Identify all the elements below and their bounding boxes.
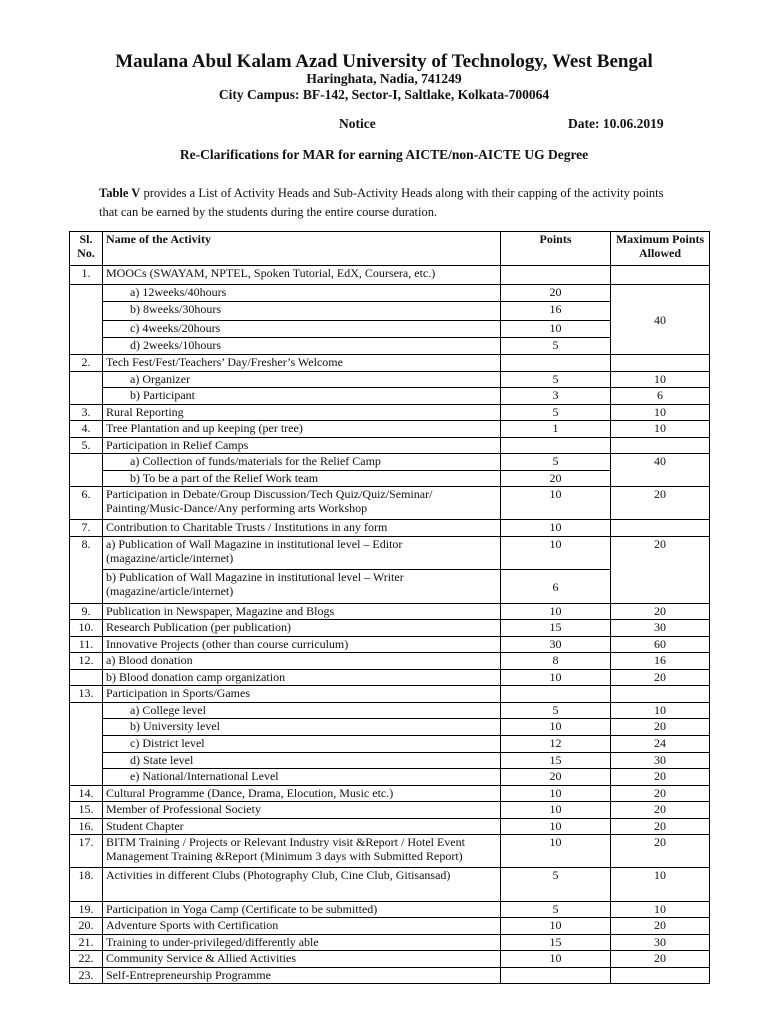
row-sl: 3. (70, 405, 103, 421)
row-sl: 20. (70, 918, 103, 935)
row-points: 5 (501, 405, 611, 421)
intro-paragraph (99, 184, 679, 221)
table-row (70, 719, 710, 736)
row-points: 5 (501, 703, 611, 719)
row-activity: a) Organizer (103, 372, 501, 388)
activity-table (69, 231, 710, 984)
row-activity: Innovative Projects (other than course curriculum) (103, 637, 501, 653)
row-max: 10 (611, 421, 710, 438)
row-sl: 9. (70, 604, 103, 620)
row-sl (70, 372, 103, 405)
row-points: 5 (501, 338, 611, 355)
row-points: 10 (501, 537, 611, 570)
header-max: Maximum Points Allowed (611, 232, 710, 266)
row-max: 20 (611, 537, 710, 604)
table-row (70, 769, 710, 786)
row-max: 10 (611, 868, 710, 902)
table-row (70, 372, 710, 388)
row-activity: Student Chapter (103, 819, 501, 835)
row-activity: Adventure Sports with Certification (103, 918, 501, 935)
row-points: 20 (501, 285, 611, 302)
table-row (70, 686, 710, 703)
table-row (70, 487, 710, 520)
row-points: 16 (501, 302, 611, 321)
row-sl: 8. (70, 537, 103, 604)
row-points: 10 (501, 604, 611, 620)
row-points: 10 (501, 835, 611, 868)
table-row (70, 520, 710, 537)
row-sl (70, 454, 103, 487)
row-activity: d) State level (103, 753, 501, 769)
row-points: 6 (501, 570, 611, 604)
row-max: 16 (611, 653, 710, 670)
table-row (70, 968, 710, 984)
row-points: 10 (501, 321, 611, 338)
table-row (70, 266, 710, 285)
row-activity: Cultural Programme (Dance, Drama, Elocution, Music etc.) (103, 786, 501, 802)
row-max: 20 (611, 719, 710, 736)
intro-text: provides a List of Activity Heads and Sub-Activity Heads along with their capping of the activity points that can be earned by the students during the entire course duration. (99, 186, 664, 219)
row-max: 10 (611, 902, 710, 918)
table-row (70, 454, 710, 471)
row-points: 1 (501, 421, 611, 438)
row-sl: 11. (70, 637, 103, 653)
row-sl: 7. (70, 520, 103, 537)
row-max: 40 (611, 454, 710, 487)
row-max: 10 (611, 703, 710, 719)
row-max: 10 (611, 405, 710, 421)
row-max: 20 (611, 951, 710, 968)
row-max: 20 (611, 819, 710, 835)
table-row (70, 637, 710, 653)
row-sl: 21. (70, 935, 103, 951)
row-sl: 16. (70, 819, 103, 835)
table-row (70, 819, 710, 835)
table-row (70, 951, 710, 968)
table-row (70, 620, 710, 637)
notice-label: Notice (339, 116, 376, 131)
row-sl: 14. (70, 786, 103, 802)
row-points: 10 (501, 802, 611, 819)
row-activity: a) Blood donation (103, 653, 501, 670)
row-activity: b) University level (103, 719, 501, 736)
row-sl (70, 285, 103, 355)
row-max: 20 (611, 487, 710, 520)
row-points: 10 (501, 719, 611, 736)
table-row (70, 935, 710, 951)
header-name: Name of the Activity (103, 232, 501, 266)
row-max: 20 (611, 786, 710, 802)
intro-bold: Table V (99, 186, 141, 200)
row-points: 15 (501, 620, 611, 637)
row-max: 20 (611, 604, 710, 620)
row-max: 20 (611, 918, 710, 935)
table-row (70, 405, 710, 421)
row-activity: a) Collection of funds/materials for the Relief Camp (103, 454, 501, 471)
table-row (70, 736, 710, 753)
table-row (70, 703, 710, 719)
row-points: 10 (501, 670, 611, 686)
row-max: 30 (611, 753, 710, 769)
row-points: 15 (501, 753, 611, 769)
row-activity: d) 2weeks/10hours (103, 338, 501, 355)
row-max (611, 968, 710, 984)
row-activity: Participation in Relief Camps (103, 438, 501, 454)
row-activity: Research Publication (per publication) (103, 620, 501, 637)
row-points: 30 (501, 637, 611, 653)
header-points: Points (501, 232, 611, 266)
row-sl: 2. (70, 355, 103, 372)
row-points: 12 (501, 736, 611, 753)
row-activity: Tech Fest/Fest/Teachers’ Day/Fresher’s Welcome (103, 355, 501, 372)
table-row (70, 835, 710, 868)
row-sl: 4. (70, 421, 103, 438)
row-max: 30 (611, 620, 710, 637)
table-header-row (70, 232, 710, 266)
row-max: 20 (611, 835, 710, 868)
row-activity: Participation in Sports/Games (103, 686, 501, 703)
header-sl: Sl. No. (70, 232, 103, 266)
row-activity: Activities in different Clubs (Photography Club, Cine Club, Gitisansad) (103, 868, 501, 902)
row-points: 10 (501, 786, 611, 802)
row-max (611, 438, 710, 454)
row-activity: b) Participant (103, 388, 501, 405)
row-max: 20 (611, 769, 710, 786)
row-max (611, 686, 710, 703)
row-activity: c) District level (103, 736, 501, 753)
row-points: 5 (501, 454, 611, 471)
row-activity: Community Service & Allied Activities (103, 951, 501, 968)
row-activity: Participation in Debate/Group Discussion/Tech Quiz/Quiz/Seminar/ Painting/Music-Dance/Any performing arts Workshop (103, 487, 501, 520)
row-points: 15 (501, 935, 611, 951)
row-points (501, 355, 611, 372)
address-line-2: City Campus: BF-142, Sector-I, Saltlake, Kolkata-700064 (218, 87, 550, 102)
table-row (70, 438, 710, 454)
table-row (70, 537, 710, 570)
table-row (70, 421, 710, 438)
row-activity: a) 12weeks/40hours (103, 285, 501, 302)
row-points: 5 (501, 868, 611, 902)
row-sl: 22. (70, 951, 103, 968)
row-points: 10 (501, 487, 611, 520)
row-activity: b) Publication of Wall Magazine in institutional level – Writer (magazine/article/internet) (103, 570, 501, 604)
row-sl: 18. (70, 868, 103, 902)
row-activity: e) National/International Level (103, 769, 501, 786)
row-max: 30 (611, 935, 710, 951)
row-points (501, 438, 611, 454)
notice-date: Date: 10.06.2019 (568, 116, 664, 131)
row-activity: MOOCs (SWAYAM, NPTEL, Spoken Tutorial, EdX, Coursera, etc.) (103, 266, 501, 285)
table-row (70, 604, 710, 620)
row-max: 10 (611, 372, 710, 388)
row-points: 10 (501, 918, 611, 935)
row-activity: a) Publication of Wall Magazine in institutional level – Editor (magazine/article/internet) (103, 537, 501, 570)
row-activity: c) 4weeks/20hours (103, 321, 501, 338)
row-max (611, 355, 710, 372)
row-sl: 6. (70, 487, 103, 520)
row-activity: b) 8weeks/30hours (103, 302, 501, 321)
row-activity: Self-Entrepreneurship Programme (103, 968, 501, 984)
table-row (70, 802, 710, 819)
university-name: Maulana Abul Kalam Azad University of Technology, West Bengal (115, 51, 653, 72)
row-activity: Rural Reporting (103, 405, 501, 421)
row-max: 20 (611, 670, 710, 686)
row-activity: Participation in Yoga Camp (Certificate to be submitted) (103, 902, 501, 918)
row-max (611, 266, 710, 285)
row-points (501, 968, 611, 984)
row-points: 20 (501, 471, 611, 487)
table-row (70, 670, 710, 686)
row-points (501, 686, 611, 703)
notice-subject: Re-Clarifications for MAR for earning AICTE/non-AICTE UG Degree (179, 147, 589, 162)
table-row (70, 902, 710, 918)
row-points: 10 (501, 819, 611, 835)
row-activity: Tree Plantation and up keeping (per tree) (103, 421, 501, 438)
row-activity: Training to under-privileged/differently able (103, 935, 501, 951)
row-sl: 13. (70, 686, 103, 703)
table-row (70, 786, 710, 802)
row-points: 10 (501, 951, 611, 968)
row-max: 40 (611, 285, 710, 355)
row-points: 10 (501, 520, 611, 537)
row-activity: BITM Training / Projects or Relevant Industry visit &Report / Hotel Event Management Training &Report (Minimum 3 days with Submitted Report) (103, 835, 501, 868)
row-activity: a) College level (103, 703, 501, 719)
row-points: 5 (501, 372, 611, 388)
table-row (70, 653, 710, 670)
row-activity: Member of Professional Society (103, 802, 501, 819)
table-row (70, 868, 710, 902)
row-max: 20 (611, 802, 710, 819)
row-sl: 17. (70, 835, 103, 868)
address-line-1: Haringhata, Nadia, 741249 (306, 71, 462, 86)
row-activity: Publication in Newspaper, Magazine and Blogs (103, 604, 501, 620)
row-sl: 15. (70, 802, 103, 819)
row-points (501, 266, 611, 285)
table-row (70, 355, 710, 372)
row-sl: 19. (70, 902, 103, 918)
row-points: 3 (501, 388, 611, 405)
row-sl: 1. (70, 266, 103, 285)
row-max: 6 (611, 388, 710, 405)
row-max (611, 520, 710, 537)
row-activity: b) Blood donation camp organization (103, 670, 501, 686)
table-row (70, 285, 710, 302)
row-activity: b) To be a part of the Relief Work team (103, 471, 501, 487)
row-sl: 5. (70, 438, 103, 454)
row-points: 20 (501, 769, 611, 786)
row-sl (70, 703, 103, 786)
row-max: 60 (611, 637, 710, 653)
table-row (70, 753, 710, 769)
row-points: 5 (501, 902, 611, 918)
table-row (70, 388, 710, 405)
row-activity: Contribution to Charitable Trusts / Institutions in any form (103, 520, 501, 537)
row-sl: 23. (70, 968, 103, 984)
row-sl (70, 670, 103, 686)
table-row (70, 918, 710, 935)
row-points: 8 (501, 653, 611, 670)
row-sl: 10. (70, 620, 103, 637)
row-sl: 12. (70, 653, 103, 670)
row-max: 24 (611, 736, 710, 753)
